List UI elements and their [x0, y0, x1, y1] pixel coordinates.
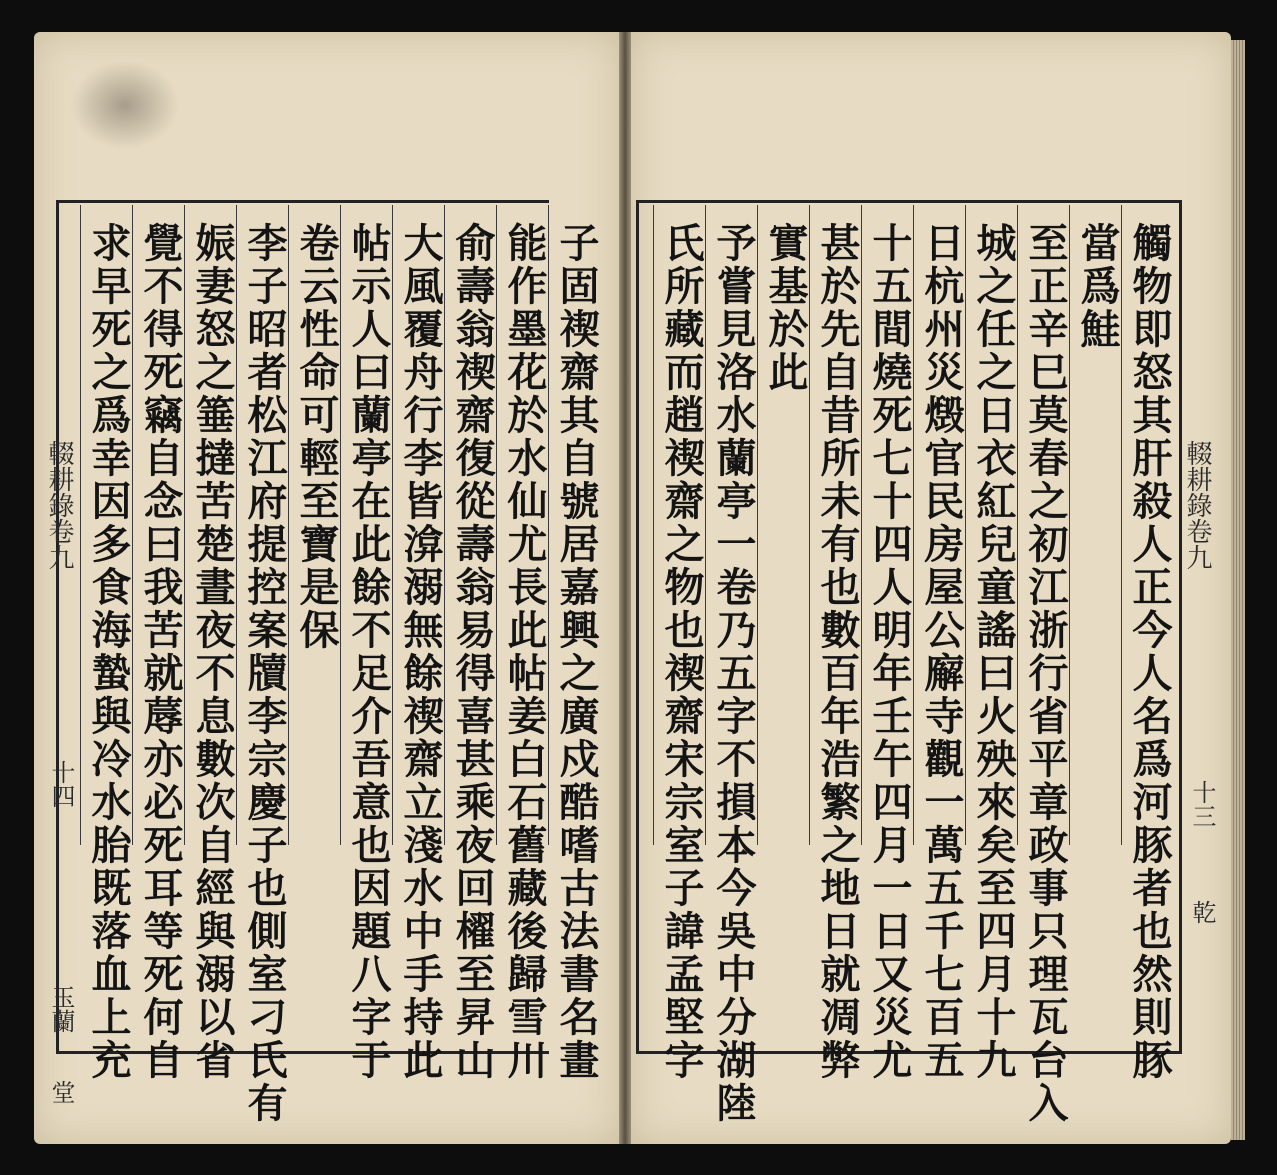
right-folio: 十三 [1188, 780, 1216, 828]
text-column: 求早死之爲幸因多食海蟄與冷水胎既落血上充 [85, 222, 132, 1082]
left-folio: 十四 [47, 760, 75, 808]
text-column: 大風覆舟行李皆渰溺無餘禊齋立淺水中手持此 [397, 222, 444, 1082]
left-publisher: 玉蘭 [47, 985, 75, 1033]
left-ban-xin: 輟耕錄卷九 [44, 440, 74, 570]
text-column: 俞壽翁禊齋復從壽翁易得喜甚乘夜回櫂至昇山 [449, 222, 496, 1082]
text-column: 氏所藏而趙禊齋之物也禊齋宋宗室子諱孟堅字 [658, 222, 705, 1082]
right-ban-xin: 輟耕錄卷九 [1182, 440, 1212, 570]
text-column: 至正辛巳莫春之初江浙行省平章政事只理瓦台入 [1022, 222, 1069, 1125]
left-publisher-suffix: 堂 [47, 1080, 75, 1104]
text-column: 實基於此 [762, 222, 809, 394]
text-column: 十五間燒死七十四人明年壬午四月一日又災尤 [866, 222, 913, 1082]
text-column: 當爲鮭 [1074, 222, 1121, 351]
paper-stain [70, 60, 180, 150]
text-column: 甚於先自昔所未有也數百年浩繁之地日就凋弊 [814, 222, 861, 1082]
text-column: 能作墨花於水仙尤長此帖姜白石舊藏後歸雪川 [501, 222, 548, 1082]
text-column: 子固禊齋其自號居嘉興之廣戍酷嗜古法書名畫 [553, 222, 600, 1082]
text-column: 觸物即怒其肝殺人正今人名爲河豚者也然則豚 [1126, 222, 1173, 1082]
text-column: 帖示人曰蘭亭在此餘不足介吾意也因題八字于 [345, 222, 392, 1082]
page-edges [1231, 40, 1245, 1140]
text-column: 卷云性命可輕至寶是保 [293, 222, 340, 652]
column-rule [653, 205, 654, 845]
column-rule [80, 205, 81, 845]
text-column: 予嘗見洛水蘭亭一卷乃五字不損本今吳中分湖陸 [710, 222, 757, 1125]
text-column: 娠妻怒之箠撻苦楚晝夜不息數次自經與溺以省 [189, 222, 236, 1082]
text-column: 李子昭者松江府提控案牘李宗慶子也側室刁氏有 [241, 222, 288, 1125]
text-column: 日杭州災燬官民房屋公廨寺觀一萬五千七百五 [918, 222, 965, 1082]
right-publisher: 乾 [1188, 900, 1216, 924]
book-gutter [619, 32, 631, 1144]
text-column: 城之任之日衣紅兒童謠曰火殃來矣至四月十九 [970, 222, 1017, 1082]
text-column: 覺不得死竊自念曰我苦就蓐亦必死耳等死何自 [137, 222, 184, 1082]
